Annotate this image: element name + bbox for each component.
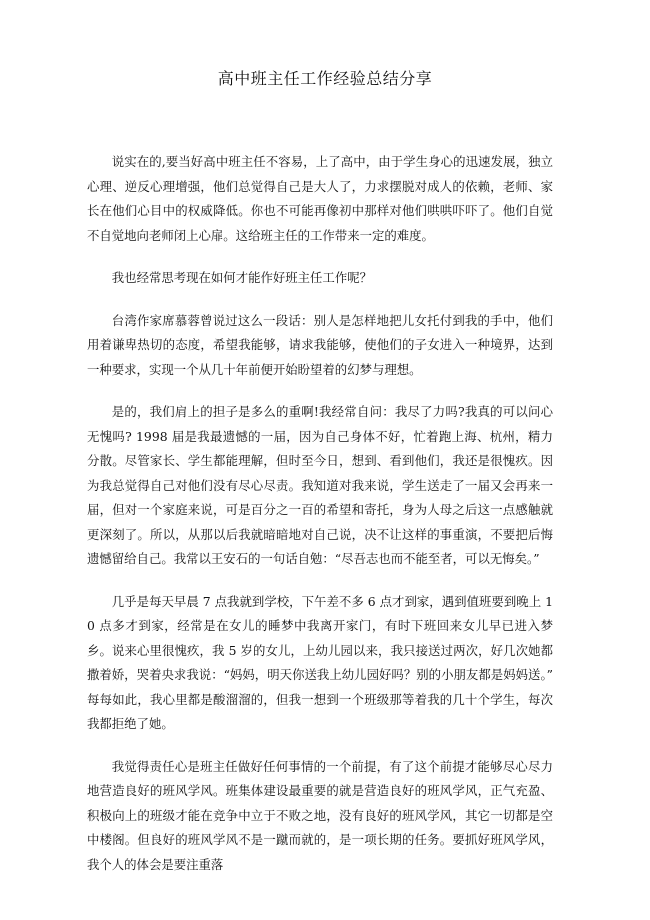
paragraph-1: 说实在的,要当好高中班主任不容易，上了高中，由于学生身心的迅速发展，独立心理、逆反心理增强，他们总觉得自己是大人了，力求摆脱对成人的依赖，老师、家长在他们心目中的权威降低。你也不可能再像初中那样对他们哄哄吓吓了。他们自觉不自觉地向老师闭上心扉。这给班主任的工作带来一定的难度。 <box>87 154 553 243</box>
paragraph-3: 台湾作家席慕蓉曾说过这么一段话：别人是怎样地把儿女托付到我的手中，他们用着谦卑热切的态度，希望我能够，请求我能够，使他们的子女进入一种境界，达到一种要求，实现一个从几十年前便开始盼望着的幻梦与理想。 <box>87 312 553 377</box>
paragraph-2: 我也经常思考现在如何才能作好班主任工作呢？ <box>111 270 372 285</box>
paragraph-6: 我觉得责任心是班主任做好任何事情的一个前提，有了这个前提才能够尽心尽力地营造良好的班风学风。班集体建设最重要的就是营造良好的班风学风，正气充盈、积极向上的班级才能在竞争中立于不败之地，没有良好的班风学风，其它一切都是空中楼阁。但良好的班风学风不是一蹴而就的，是一项长期的任务。要抓好班风学风，我个人的体会是要注重落 <box>87 758 553 872</box>
paragraph-5: 几乎是每天早晨 7 点我就到学校，下午差不多 6 点才到家，遇到值班要到晚上 10 点多才到家，经常是在女儿的睡梦中我离开家门，有时下班回来女儿早已进入梦乡。说来心里很愧疚，我 5 岁的女儿，上幼儿园以来，我只接送过两次，好几次她都撒着娇，哭着央求我说：“妈妈，明天你送我上幼儿园好吗？别的小朋友都是妈妈送。” 每每如此，我心里都是酸溜溜的，但我一想到一个班级那等着我的几十个学生，每次我都拒绝了她。 <box>87 593 553 731</box>
paragraph-4: 是的，我们肩上的担子是多么的重啊!我经常自问：我尽了力吗?我真的可以问心无愧吗? 1998 届是我最遗憾的一届，因为自己身体不好，忙着跑上海、杭州，精力分散。尽管家长、学生都能理解，但时至今日，想到、看到他们，我还是很愧疚。因为我总觉得自己对他们没有尽心尽责。我知道对我来说，学生送走了一届又会再来一届，但对一个家庭来说，可是百分之一百的希望和寄托，身为人母之后这一点感触就更深刻了。所以，从那以后我就暗暗地对自己说，决不让这样的事重演，不要把后悔遗憾留给自己。我常以王安石的一句话自勉：“尽吾志也而不能至者，可以无悔矣。” <box>87 404 553 566</box>
document-body <box>87 150 553 895</box>
document-title: 高中班主任工作经验总结分享 <box>217 69 433 88</box>
